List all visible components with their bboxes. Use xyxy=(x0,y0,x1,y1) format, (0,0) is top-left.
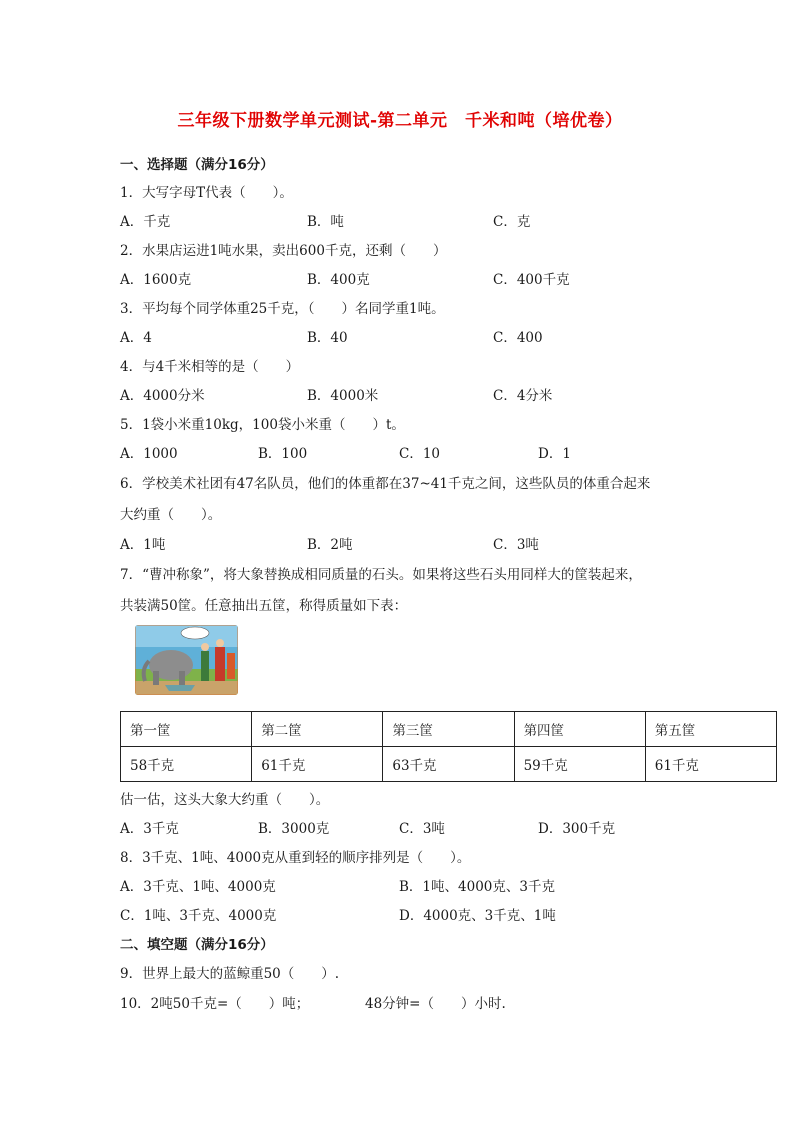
q1-option-c[interactable]: C．克 xyxy=(493,214,531,230)
q3-option-a[interactable]: A．4 xyxy=(120,330,152,346)
question-7-estimate: 估一估，这头大象大约重（ ）。 xyxy=(120,792,330,808)
table-header-cell: 第二筐 xyxy=(252,712,383,747)
question-10-part-2: 48分钟=（ ）小时. xyxy=(365,996,506,1012)
q1-option-b[interactable]: B．吨 xyxy=(307,214,344,230)
table-header-cell: 第四筐 xyxy=(514,712,645,747)
table-cell: 58千克 xyxy=(121,747,252,782)
section-choice-heading: 一、选择题（满分16分） xyxy=(120,157,274,173)
q5-option-a[interactable]: A．1000 xyxy=(120,446,178,462)
section-fill-heading: 二、填空题（满分16分） xyxy=(120,937,274,953)
question-1: 1．大写字母T代表（ ）。 xyxy=(120,185,293,201)
q4-option-b[interactable]: B．4000米 xyxy=(307,388,379,404)
question-5: 5．1袋小米重10kg，100袋小米重（ ）t。 xyxy=(120,417,405,433)
q7-option-c[interactable]: C．3吨 xyxy=(399,821,445,837)
q3-option-c[interactable]: C．400 xyxy=(493,330,543,346)
question-7-line-2: 共装满50筐。任意抽出五筐，称得质量如下表： xyxy=(120,598,408,614)
q4-option-c[interactable]: C．4分米 xyxy=(493,388,553,404)
q6-option-b[interactable]: B．2吨 xyxy=(307,537,353,553)
q5-option-b[interactable]: B．100 xyxy=(258,446,308,462)
question-3: 3．平均每个同学体重25千克，（ ）名同学重1吨。 xyxy=(120,301,445,317)
q8-option-c[interactable]: C．1吨、3千克、4000克 xyxy=(120,908,277,924)
q7-option-d[interactable]: D．300千克 xyxy=(538,821,616,837)
q5-option-c[interactable]: C．10 xyxy=(399,446,441,462)
table-header-cell: 第三筐 xyxy=(383,712,514,747)
question-4: 4．与4千米相等的是（ ） xyxy=(120,359,300,375)
q4-option-a[interactable]: A．4000分米 xyxy=(120,388,205,404)
q6-option-c[interactable]: C．3吨 xyxy=(493,537,539,553)
question-6-line-1: 6．学校美术社团有47名队员，他们的体重都在37~41千克之间，这些队员的体重合起来 xyxy=(120,476,651,492)
table-cell: 61千克 xyxy=(645,747,776,782)
q8-option-d[interactable]: D．4000克、3千克、1吨 xyxy=(399,908,556,924)
table-header-row xyxy=(121,712,777,747)
q2-option-c[interactable]: C．400千克 xyxy=(493,272,570,288)
question-9: 9．世界上最大的蓝鲸重50（ ）. xyxy=(120,966,340,982)
question-6-line-2: 大约重（ ）。 xyxy=(120,507,222,523)
table-row xyxy=(121,747,777,782)
question-10-part-1: 10．2吨50千克=（ ）吨； xyxy=(120,996,310,1012)
table-header-cell: 第一筐 xyxy=(121,712,252,747)
q1-option-a[interactable]: A．千克 xyxy=(120,214,171,230)
page-title: 三年级下册数学单元测试-第二单元 千米和吨（培优卷） xyxy=(177,111,623,131)
basket-mass-table xyxy=(120,711,777,782)
q8-option-b[interactable]: B．1吨、4000克、3千克 xyxy=(399,879,555,895)
q3-option-b[interactable]: B．40 xyxy=(307,330,348,346)
q7-option-b[interactable]: B．3000克 xyxy=(258,821,330,837)
q8-option-a[interactable]: A．3千克、1吨、4000克 xyxy=(120,879,276,895)
q2-option-b[interactable]: B．400克 xyxy=(307,272,370,288)
q2-option-a[interactable]: A．1600克 xyxy=(120,272,192,288)
cao-chong-weighs-elephant-illustration xyxy=(135,625,238,695)
question-8: 8．3千克、1吨、4000克从重到轻的顺序排列是（ ）。 xyxy=(120,850,471,866)
table-cell: 61千克 xyxy=(252,747,383,782)
table-cell: 63千克 xyxy=(383,747,514,782)
q5-option-d[interactable]: D．1 xyxy=(538,446,571,462)
table-cell: 59千克 xyxy=(514,747,645,782)
question-7-line-1: 7．“曹冲称象”，将大象替换成相同质量的石头。如果将这些石头用同样大的筐装起来， xyxy=(120,567,642,583)
q6-option-a[interactable]: A．1吨 xyxy=(120,537,166,553)
table-header-cell: 第五筐 xyxy=(645,712,776,747)
q7-option-a[interactable]: A．3千克 xyxy=(120,821,179,837)
question-2: 2．水果店运进1吨水果，卖出600千克，还剩（ ） xyxy=(120,243,447,259)
